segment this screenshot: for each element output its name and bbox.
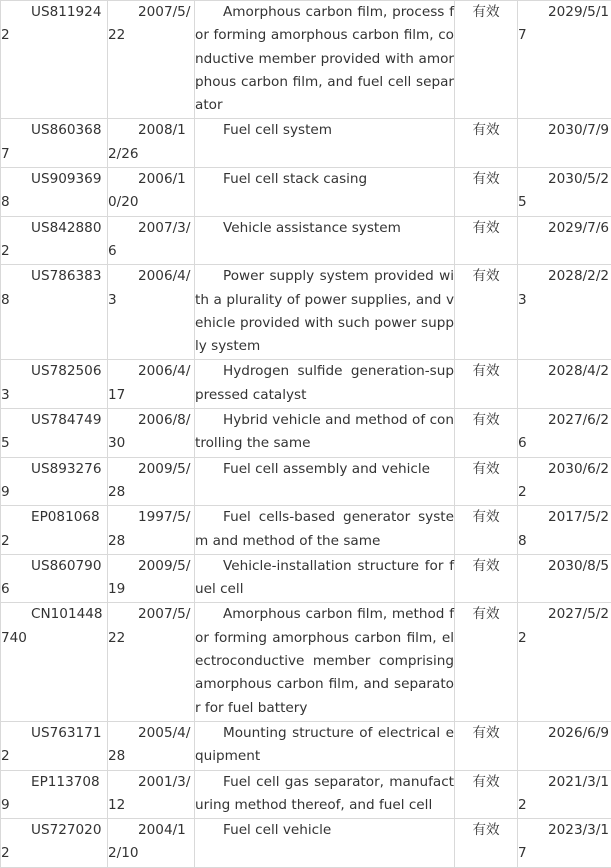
patent-title-cell: Fuel cell vehicle — [195, 819, 455, 868]
expiry-date-cell: 2027/6/26 — [518, 409, 611, 458]
status-cell: 有效 — [455, 360, 518, 409]
status-cell: 有效 — [455, 506, 518, 555]
status-cell: 有效 — [455, 603, 518, 721]
status-cell: 有效 — [455, 119, 518, 168]
expiry-date-cell: 2021/3/12 — [518, 770, 611, 819]
table-row — [1, 819, 611, 868]
table-row — [1, 360, 611, 409]
status-cell: 有效 — [455, 216, 518, 265]
table-row — [1, 119, 611, 168]
table-row — [1, 1, 611, 119]
table-row — [1, 603, 611, 721]
patent-number-cell: CN101448740 — [1, 603, 108, 721]
expiry-date-cell: 2028/2/23 — [518, 265, 611, 360]
filing-date-cell: 2005/4/28 — [108, 721, 195, 770]
status-cell: 有效 — [455, 721, 518, 770]
status-cell: 有效 — [455, 265, 518, 360]
filing-date-cell: 2007/5/22 — [108, 1, 195, 119]
patent-number-cell: US7847495 — [1, 409, 108, 458]
table-row — [1, 721, 611, 770]
table-row — [1, 457, 611, 506]
filing-date-cell: 2006/10/20 — [108, 168, 195, 217]
patent-title-cell: Fuel cell system — [195, 119, 455, 168]
patent-number-cell: US7825063 — [1, 360, 108, 409]
patent-title-cell: Fuel cell gas separator, manufacturing method thereof, and fuel cell — [195, 770, 455, 819]
patent-number-cell: US8607906 — [1, 554, 108, 603]
filing-date-cell: 2001/3/12 — [108, 770, 195, 819]
patent-number-cell: US7270202 — [1, 819, 108, 868]
status-cell: 有效 — [455, 457, 518, 506]
patent-title-cell: Fuel cells-based generator system and method of the same — [195, 506, 455, 555]
status-cell: 有效 — [455, 1, 518, 119]
expiry-date-cell: 2030/7/9 — [518, 119, 611, 168]
patent-number-cell: US8428802 — [1, 216, 108, 265]
table-row — [1, 770, 611, 819]
expiry-date-cell: 2030/6/22 — [518, 457, 611, 506]
table-row — [1, 409, 611, 458]
patent-number-cell: US7631712 — [1, 721, 108, 770]
status-cell: 有效 — [455, 409, 518, 458]
table-row — [1, 554, 611, 603]
filing-date-cell: 2008/12/26 — [108, 119, 195, 168]
table-row — [1, 168, 611, 217]
filing-date-cell: 2006/4/3 — [108, 265, 195, 360]
filing-date-cell: 2007/3/6 — [108, 216, 195, 265]
filing-date-cell: 2006/4/17 — [108, 360, 195, 409]
expiry-date-cell: 2027/5/22 — [518, 603, 611, 721]
patent-title-cell: Vehicle-installation structure for fuel cell — [195, 554, 455, 603]
expiry-date-cell: 2023/3/17 — [518, 819, 611, 868]
patent-table-body — [1, 1, 611, 868]
expiry-date-cell: 2029/5/17 — [518, 1, 611, 119]
filing-date-cell: 2009/5/19 — [108, 554, 195, 603]
status-cell: 有效 — [455, 770, 518, 819]
patent-number-cell: US8603687 — [1, 119, 108, 168]
status-cell: 有效 — [455, 168, 518, 217]
patent-title-cell: Hybrid vehicle and method of controlling the same — [195, 409, 455, 458]
patent-title-cell: Power supply system provided with a plurality of power supplies, and vehicle provided with such power supply system — [195, 265, 455, 360]
patent-number-cell: US8119242 — [1, 1, 108, 119]
patent-title-cell: Hydrogen sulfide generation-suppressed catalyst — [195, 360, 455, 409]
expiry-date-cell: 2028/4/2 — [518, 360, 611, 409]
patent-title-cell: Mounting structure of electrical equipment — [195, 721, 455, 770]
patent-number-cell: US8932769 — [1, 457, 108, 506]
patent-title-cell: Amorphous carbon film, method for forming amorphous carbon film, electroconductive member comprising amorphous carbon film, and separator for fuel battery — [195, 603, 455, 721]
patent-title-cell: Amorphous carbon film, process for forming amorphous carbon film, conductive member provided with amorphous carbon film, and fuel cell separator — [195, 1, 455, 119]
expiry-date-cell: 2017/5/28 — [518, 506, 611, 555]
patent-number-cell: US7863838 — [1, 265, 108, 360]
table-row — [1, 265, 611, 360]
patent-number-cell: EP1137089 — [1, 770, 108, 819]
filing-date-cell: 2006/8/30 — [108, 409, 195, 458]
expiry-date-cell: 2026/6/9 — [518, 721, 611, 770]
expiry-date-cell: 2030/8/5 — [518, 554, 611, 603]
status-cell: 有效 — [455, 819, 518, 868]
filing-date-cell: 2007/5/22 — [108, 603, 195, 721]
patent-number-cell: US9093698 — [1, 168, 108, 217]
table-row — [1, 506, 611, 555]
patent-number-cell: EP0810682 — [1, 506, 108, 555]
patent-title-cell: Fuel cell stack casing — [195, 168, 455, 217]
patent-title-cell: Vehicle assistance system — [195, 216, 455, 265]
table-row — [1, 216, 611, 265]
patent-title-cell: Fuel cell assembly and vehicle — [195, 457, 455, 506]
expiry-date-cell: 2029/7/6 — [518, 216, 611, 265]
filing-date-cell: 2004/12/10 — [108, 819, 195, 868]
expiry-date-cell: 2030/5/25 — [518, 168, 611, 217]
status-cell: 有效 — [455, 554, 518, 603]
filing-date-cell: 2009/5/28 — [108, 457, 195, 506]
filing-date-cell: 1997/5/28 — [108, 506, 195, 555]
